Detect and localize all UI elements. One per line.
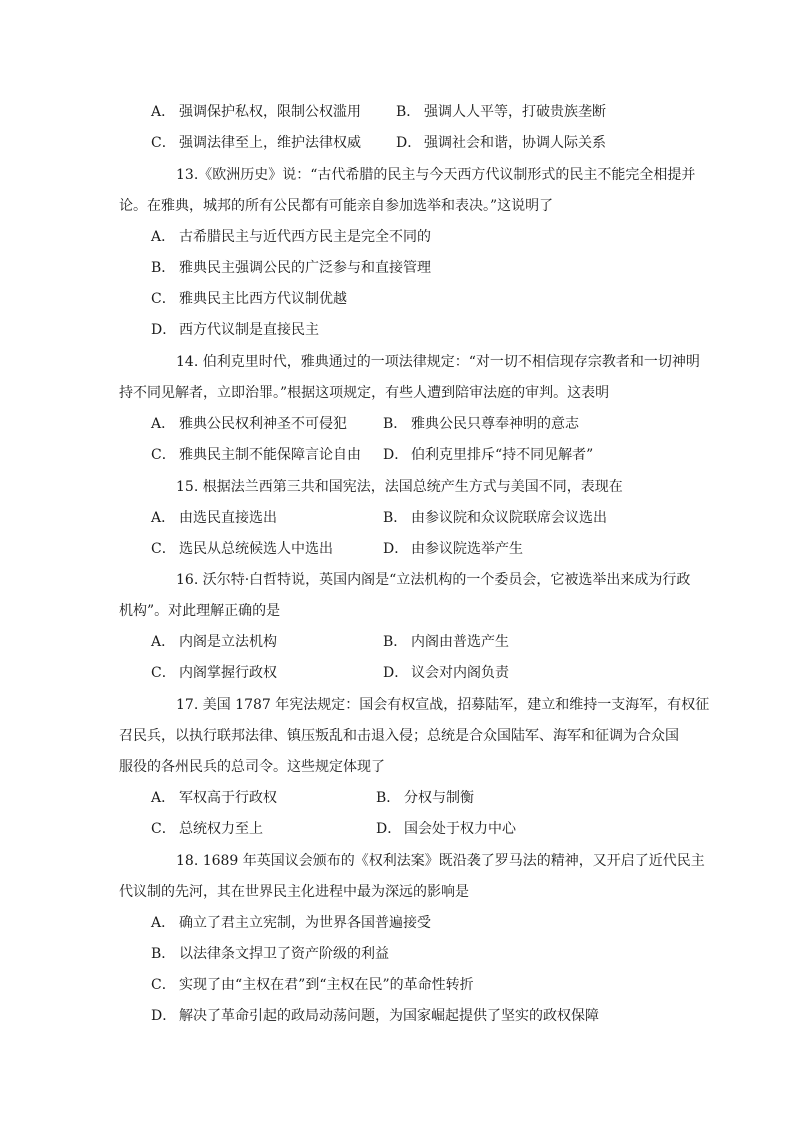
q17-option-c (151, 819, 263, 839)
q17-stem-line-1: 17. 美国 1787 年宪法规定：国会有权宣战，招募陆军，建立和维持一支海军，有权征 (176, 697, 710, 713)
option-letter: D． (376, 821, 402, 837)
option-letter: A． (151, 915, 176, 931)
q15-stem-line-1: 15. 根据法兰西第三共和国宪法，法国总统产生方式与美国不同，表现在 (176, 479, 623, 495)
option-text: 内阁掌握行政权 (179, 665, 277, 681)
option-letter: C． (151, 541, 176, 557)
option-letter: A． (151, 790, 176, 806)
q16-option-b (383, 632, 509, 652)
q14-option-b (383, 414, 579, 434)
option-letter: B． (383, 416, 408, 432)
option-text: 内阁是立法机构 (179, 634, 277, 650)
q16-option-c (151, 663, 277, 683)
q17-option-d (376, 819, 516, 839)
q13-stem-line-2: 论。在雅典，城邦的所有公民都有可能亲自参加选举和表决。”这说明了 (119, 198, 554, 214)
option-letter: A． (151, 510, 176, 526)
q14-option-a (151, 414, 347, 434)
option-text: 雅典民主强调公民的广泛参与和直接管理 (179, 260, 431, 276)
option-letter: D． (151, 322, 177, 338)
option-text: 内阁由普选产生 (411, 634, 509, 650)
q16-stem-line-2: 机构”。对此理解正确的是 (119, 603, 281, 619)
q15-option-c (151, 539, 333, 559)
q18-option-c (151, 975, 474, 995)
q14-option-d (383, 445, 593, 465)
q13-option-b (151, 258, 431, 278)
option-letter: C． (151, 447, 176, 463)
option-text: 由参议院选举产生 (411, 541, 523, 557)
option-text: 解决了革命引起的政局动荡问题，为国家崛起提供了坚实的政权保障 (179, 1008, 599, 1024)
option-text: 分权与制衡 (404, 790, 474, 806)
option-text: 军权高于行政权 (179, 790, 277, 806)
option-letter: B． (383, 634, 408, 650)
option-letter: D． (396, 135, 422, 151)
q12-option-a (151, 102, 361, 122)
option-text: 确立了君主立宪制，为世界各国普遍接受 (179, 915, 431, 931)
q12-option-d (396, 133, 606, 153)
option-letter: B． (376, 790, 401, 806)
option-letter: A． (151, 634, 176, 650)
option-letter: A． (151, 104, 176, 120)
q13-option-c (151, 289, 347, 309)
q16-option-a (151, 632, 277, 652)
option-letter: C． (151, 665, 176, 681)
option-text: 议会对内阁负责 (411, 665, 509, 681)
q18-stem-line-1: 18. 1689 年英国议会颁布的《权利法案》既沿袭了罗马法的精神，又开启了近代民主 (176, 853, 705, 869)
q13-option-d (151, 320, 319, 340)
option-letter: C． (151, 291, 176, 307)
q13-option-a (151, 227, 431, 247)
option-letter: C． (151, 821, 176, 837)
option-text: 实现了由“主权在君”到“主权在民”的革命性转折 (179, 977, 474, 993)
q15-option-b (383, 508, 607, 528)
q12-option-c (151, 133, 361, 153)
q12-option-b (396, 102, 606, 122)
option-text: 强调法律至上，维护法律权威 (179, 135, 361, 151)
option-text: 选民从总统候选人中选出 (179, 541, 333, 557)
q18-option-d (151, 1006, 599, 1026)
q17-stem-line-2: 召民兵，以执行联邦法律、镇压叛乱和击退入侵；总统是合众国陆军、海军和征调为合众国 (119, 728, 679, 744)
option-letter: B． (151, 946, 176, 962)
q15-option-a (151, 508, 277, 528)
option-letter: A． (151, 416, 176, 432)
option-letter: A． (151, 229, 176, 245)
q18-stem-line-2: 代议制的先河，其在世界民主化进程中最为深远的影响是 (119, 884, 469, 900)
option-letter: D． (383, 665, 409, 681)
option-letter: C． (151, 135, 176, 151)
q18-option-b (151, 944, 389, 964)
option-text: 西方代议制是直接民主 (179, 322, 319, 338)
q14-option-c (151, 445, 361, 465)
option-text: 强调保护私权，限制公权滥用 (179, 104, 361, 120)
option-letter: D． (383, 447, 409, 463)
option-text: 国会处于权力中心 (404, 821, 516, 837)
option-letter: D． (151, 1008, 177, 1024)
option-letter: B． (396, 104, 421, 120)
option-text: 雅典公民权利神圣不可侵犯 (179, 416, 347, 432)
q14-stem-line-1: 14. 伯利克里时代，雅典通过的一项法律规定：“对一切不相信现存宗教者和一切神明 (176, 354, 700, 370)
q17-option-a (151, 788, 277, 808)
option-text: 古希腊民主与近代西方民主是完全不同的 (179, 229, 431, 245)
q13-stem-line-1: 13.《欧洲历史》说：“古代希腊的民主与今天西方代议制形式的民主不能完全相提并 (176, 167, 696, 183)
q16-option-d (383, 663, 509, 683)
option-text: 雅典民主比西方代议制优越 (179, 291, 347, 307)
option-letter: C． (151, 977, 176, 993)
q14-stem-line-2: 持不同见解者，立即治罪。”根据这项规定，有些人遭到陪审法庭的审判。这表明 (119, 385, 610, 401)
q16-stem-line-1: 16. 沃尔特·白哲特说，英国内阁是“立法机构的一个委员会，它被选举出来成为行政 (176, 572, 691, 588)
option-letter: B． (151, 260, 176, 276)
option-text: 总统权力至上 (179, 821, 263, 837)
q15-option-d (383, 539, 523, 559)
option-text: 强调社会和谐，协调人际关系 (424, 135, 606, 151)
q17-stem-line-3: 服役的各州民兵的总司令。这些规定体现了 (119, 759, 385, 775)
q17-option-b (376, 788, 474, 808)
option-letter: D． (383, 541, 409, 557)
q18-option-a (151, 913, 431, 933)
option-text: 由选民直接选出 (179, 510, 277, 526)
option-text: 雅典民主制不能保障言论自由 (179, 447, 361, 463)
option-text: 以法律条文捍卫了资产阶级的利益 (179, 946, 389, 962)
option-letter: B． (383, 510, 408, 526)
option-text: 由参议院和众议院联席会议选出 (411, 510, 607, 526)
option-text: 强调人人平等，打破贵族垄断 (424, 104, 606, 120)
option-text: 雅典公民只尊奉神明的意志 (411, 416, 579, 432)
option-text: 伯利克里排斥“持不同见解者” (411, 447, 594, 463)
